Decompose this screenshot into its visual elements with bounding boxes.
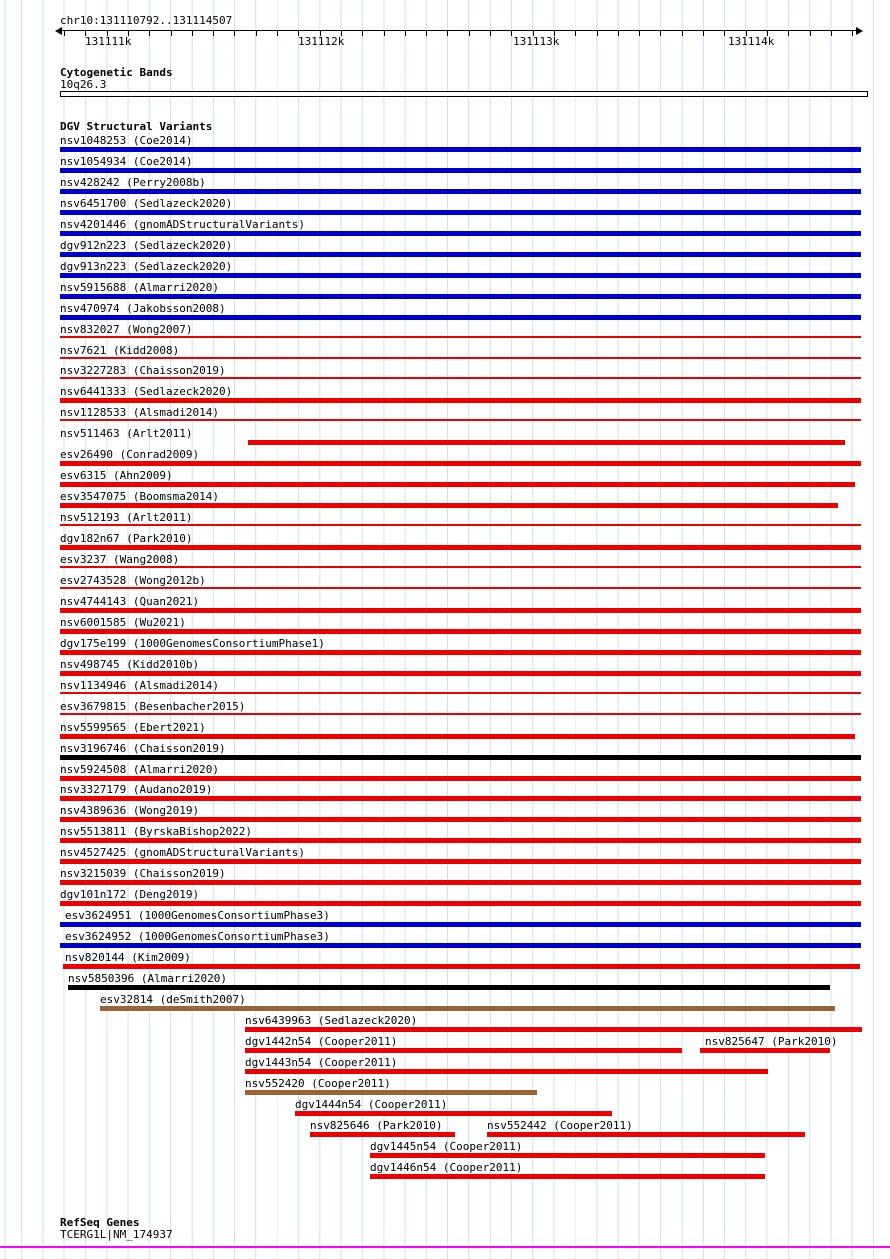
variant-label[interactable]: esv3624951 (1000GenomesConsortiumPhase3)	[65, 909, 330, 923]
variant-bar[interactable]	[245, 1048, 682, 1053]
variant-row	[0, 743, 890, 764]
variant-label[interactable]: nsv3327179 (Audano2019)	[60, 783, 213, 797]
variant-bar[interactable]	[60, 776, 861, 781]
variant-label[interactable]: esv3624952 (1000GenomesConsortiumPhase3)	[65, 930, 330, 944]
cytoband-track[interactable]	[60, 91, 868, 97]
variant-bar[interactable]	[60, 713, 861, 715]
ruler-tick	[149, 31, 150, 36]
variant-label[interactable]: nsv832027 (Wong2007)	[60, 322, 193, 336]
variant-bar[interactable]	[100, 1006, 835, 1011]
variant-label[interactable]: esv3237 (Wang2008)	[60, 553, 180, 566]
variant-row	[0, 386, 890, 407]
variant-bar[interactable]	[60, 482, 855, 487]
cytoband-name: 10q26.3	[60, 78, 107, 91]
variant-bar[interactable]	[60, 231, 861, 236]
refseq-gene-line[interactable]	[0, 1246, 890, 1248]
variant-row	[0, 365, 890, 386]
variant-label[interactable]: nsv498745 (Kidd2010b)	[60, 657, 200, 671]
variant-row	[0, 135, 890, 156]
variant-label[interactable]: dgv1444n54 (Cooper2011)	[295, 1097, 448, 1111]
variant-bar[interactable]	[60, 692, 861, 694]
variant-label[interactable]: nsv552442 (Cooper2011)	[487, 1118, 633, 1132]
variant-row	[0, 701, 890, 722]
ruler-tick	[64, 31, 65, 36]
ruler-tick	[575, 31, 576, 36]
ruler-tick	[703, 31, 704, 36]
ruler-tick	[831, 31, 832, 36]
variant-label[interactable]: nsv428242 (Perry2008b)	[60, 175, 206, 189]
variant-row	[0, 889, 890, 910]
variant-row	[0, 722, 890, 743]
variant-label[interactable]: nsv4744143 (Quan2021)	[60, 594, 200, 608]
variant-row	[0, 617, 890, 638]
variant-label[interactable]: dgv913n223 (Sedlazeck2020)	[60, 259, 233, 273]
variant-bar[interactable]	[60, 608, 861, 613]
variant-label[interactable]: dgv912n223 (Sedlazeck2020)	[60, 238, 233, 252]
variant-row	[0, 554, 890, 575]
ruler-tick-label: 131112k	[298, 35, 345, 48]
variant-bar[interactable]	[60, 419, 861, 421]
variant-bar[interactable]	[60, 629, 861, 634]
variant-row	[0, 198, 890, 219]
variant-label[interactable]: nsv5850396 (Almarri2020)	[68, 972, 227, 985]
ruler-tick	[405, 31, 406, 36]
variant-label[interactable]: nsv1134946 (Alsmadi2014)	[60, 678, 219, 692]
variant-row	[0, 596, 890, 617]
variant-row	[0, 512, 890, 533]
variant-row	[0, 994, 890, 1015]
variant-bar[interactable]	[295, 1111, 612, 1116]
variant-label[interactable]: nsv820144 (Kim2009)	[65, 951, 191, 965]
variant-row	[0, 261, 890, 282]
variant-label[interactable]: dgv182n67 (Park2010)	[60, 532, 193, 546]
variant-bar[interactable]	[60, 922, 861, 927]
variant-bar[interactable]	[245, 1027, 862, 1032]
ruler-tick	[171, 31, 172, 36]
variant-row	[0, 805, 890, 826]
ruler-tick	[384, 31, 385, 36]
variant-bar[interactable]	[60, 566, 861, 568]
variant-label[interactable]: dgv1445n54 (Cooper2011)	[370, 1139, 523, 1153]
variant-bar[interactable]	[60, 189, 861, 194]
variant-bar[interactable]	[60, 796, 861, 801]
variant-row	[0, 282, 890, 303]
variant-row	[0, 1141, 890, 1162]
ruler-tick	[597, 31, 598, 36]
variant-row	[0, 1099, 890, 1120]
variant-label[interactable]: esv26490 (Conrad2009)	[60, 448, 200, 462]
variant-row	[0, 910, 890, 931]
ruler-tick	[618, 31, 619, 36]
variant-row	[0, 638, 890, 659]
ruler-tick	[362, 31, 363, 36]
variant-bar[interactable]	[68, 985, 830, 990]
variant-row	[0, 784, 890, 805]
ruler-tick	[682, 31, 683, 36]
variant-bar[interactable]	[487, 1132, 805, 1137]
variant-label[interactable]: nsv4201446 (gnomADStructuralVariants)	[60, 217, 306, 231]
variant-label[interactable]: nsv6001585 (Wu2021)	[60, 615, 186, 629]
variant-row	[0, 1120, 890, 1141]
variant-bar[interactable]	[370, 1153, 765, 1158]
variant-row	[0, 219, 890, 240]
variant-bar[interactable]	[60, 859, 861, 864]
variant-row	[0, 407, 890, 428]
variant-bar[interactable]	[60, 315, 861, 320]
ruler-tick-label: 131113k	[513, 35, 560, 48]
variant-bar[interactable]	[60, 880, 861, 885]
variant-row	[0, 240, 890, 261]
variant-row	[0, 973, 890, 994]
variant-bar[interactable]	[60, 901, 861, 906]
variant-bar[interactable]	[60, 398, 861, 403]
variant-bar[interactable]	[248, 440, 845, 445]
variant-label[interactable]: dgv101n172 (Deng2019)	[60, 888, 200, 902]
variant-bar[interactable]	[245, 1090, 537, 1095]
variant-row	[0, 847, 890, 868]
variant-label[interactable]: esv2743528 (Wong2012b)	[60, 573, 206, 587]
variant-row	[0, 1078, 890, 1099]
variant-label[interactable]: dgv1442n54 (Cooper2011)	[245, 1034, 398, 1048]
variant-label[interactable]: esv3679815 (Besenbacher2015)	[60, 699, 246, 713]
ruler-tick	[810, 31, 811, 36]
variant-bar[interactable]	[60, 210, 861, 215]
variant-label[interactable]: nsv4389636 (Wong2019)	[60, 804, 200, 818]
variant-label[interactable]: nsv1048253 (Coe2014)	[60, 134, 193, 147]
ruler-tick	[490, 31, 491, 36]
variant-label[interactable]: nsv5915688 (Almarri2020)	[60, 280, 219, 294]
variant-row	[0, 764, 890, 785]
ruler-tick-label: 131114k	[728, 35, 775, 48]
dgv-title: DGV Structural Variants	[60, 120, 213, 133]
variant-bar[interactable]	[60, 252, 861, 257]
ruler-tick	[639, 31, 640, 36]
variant-label[interactable]: nsv5599565 (Ebert2021)	[60, 720, 206, 734]
refseq-gene-label[interactable]: TCERG1L|NM_174937	[60, 1228, 173, 1241]
variant-bar[interactable]	[60, 545, 861, 550]
variant-bar[interactable]	[60, 461, 861, 466]
ruler-tick	[213, 31, 214, 36]
variant-bar[interactable]	[60, 838, 861, 843]
variant-bar[interactable]	[60, 377, 861, 379]
ruler-tick	[256, 31, 257, 36]
variant-bar[interactable]	[60, 943, 861, 948]
ruler-tick	[469, 31, 470, 36]
variant-bar[interactable]	[60, 147, 861, 152]
ruler-tick-label: 131111k	[85, 35, 132, 48]
variant-label[interactable]: nsv825646 (Park2010)	[310, 1118, 443, 1132]
variant-row	[0, 428, 890, 449]
variant-bar[interactable]	[60, 734, 855, 739]
ruler-tick	[660, 31, 661, 36]
variant-label[interactable]: nsv3215039 (Chaisson2019)	[60, 867, 226, 881]
variant-bar[interactable]	[60, 336, 861, 338]
variant-bar[interactable]	[60, 524, 861, 526]
ruler-tick	[447, 31, 448, 36]
variant-row	[0, 1162, 890, 1183]
variant-bar[interactable]	[60, 294, 861, 299]
variant-label[interactable]: esv3547075 (Boomsma2014)	[60, 490, 219, 504]
variant-label[interactable]: nsv6441333 (Sedlazeck2020)	[60, 385, 233, 399]
variant-bar[interactable]	[60, 817, 861, 822]
variant-label[interactable]: esv32814 (deSmith2007)	[100, 992, 246, 1006]
ruler-tick	[724, 31, 725, 36]
ruler-tick	[852, 31, 853, 36]
variant-bar[interactable]	[60, 503, 838, 508]
variant-bar[interactable]	[310, 1132, 455, 1137]
variant-label[interactable]: nsv7621 (Kidd2008)	[60, 343, 180, 357]
variant-row	[0, 324, 890, 345]
variant-row	[0, 345, 890, 366]
variant-label[interactable]: nsv6439963 (Sedlazeck2020)	[245, 1013, 418, 1027]
variant-row	[0, 659, 890, 680]
variant-bar[interactable]	[370, 1174, 765, 1179]
cytobands-title: Cytogenetic Bands	[60, 66, 173, 79]
variant-label[interactable]: esv6315 (Ahn2009)	[60, 469, 173, 483]
variant-label[interactable]: nsv511463 (Arlt2011)	[60, 427, 193, 441]
variant-row	[0, 449, 890, 470]
variant-row	[0, 826, 890, 847]
variant-label[interactable]: nsv4527425 (gnomADStructuralVariants)	[60, 846, 306, 860]
variant-row	[0, 177, 890, 198]
ruler-tick	[192, 31, 193, 36]
region-coordinates: chr10:131110792..131114507	[60, 14, 233, 27]
variant-label[interactable]: nsv5924508 (Almarri2020)	[60, 762, 219, 776]
variant-label[interactable]: dgv1446n54 (Cooper2011)	[370, 1160, 523, 1174]
variant-bar[interactable]	[63, 964, 860, 969]
variant-row	[0, 575, 890, 596]
variant-row	[0, 491, 890, 512]
variant-label[interactable]: nsv512193 (Arlt2011)	[60, 511, 193, 525]
variant-bar[interactable]	[700, 1048, 830, 1053]
variant-label[interactable]: dgv1443n54 (Cooper2011)	[245, 1055, 398, 1069]
ruler-tick	[426, 31, 427, 36]
variant-row	[0, 156, 890, 177]
ruler-tick	[277, 31, 278, 36]
variant-row	[0, 680, 890, 701]
variant-label[interactable]: nsv470974 (Jakobsson2008)	[60, 301, 226, 315]
variant-bar[interactable]	[60, 671, 861, 676]
ruler-tick	[234, 31, 235, 36]
variant-row	[0, 533, 890, 554]
variant-label[interactable]: nsv5513811 (ByrskaBishop2022)	[60, 825, 253, 839]
variant-bar[interactable]	[60, 755, 861, 760]
ruler-right-arrow-icon	[856, 27, 863, 35]
variant-bar[interactable]	[60, 650, 861, 655]
variant-row	[0, 1015, 890, 1036]
variant-label[interactable]: nsv6451700 (Sedlazeck2020)	[60, 196, 233, 210]
variant-label[interactable]: dgv175e199 (1000GenomesConsortiumPhase1)	[60, 636, 325, 650]
variant-label[interactable]: nsv3227283 (Chaisson2019)	[60, 364, 226, 378]
variant-label[interactable]: nsv1054934 (Coe2014)	[60, 154, 193, 168]
variant-bar[interactable]	[60, 273, 861, 278]
refseq-title: RefSeq Genes	[60, 1216, 140, 1229]
variant-label[interactable]: nsv825647 (Park2010)	[705, 1034, 838, 1048]
ruler-line	[62, 30, 856, 31]
variant-row	[0, 931, 890, 952]
variant-row	[0, 1036, 890, 1057]
ruler-tick	[788, 31, 789, 36]
variant-bar[interactable]	[60, 357, 861, 359]
variant-row	[0, 303, 890, 324]
ruler-left-arrow-icon	[55, 27, 62, 35]
variant-label[interactable]: nsv3196746 (Chaisson2019)	[60, 741, 226, 755]
variant-label[interactable]: nsv1128533 (Alsmadi2014)	[60, 406, 219, 420]
variant-row	[0, 1057, 890, 1078]
variant-label[interactable]: nsv552420 (Cooper2011)	[245, 1076, 391, 1090]
variant-row	[0, 868, 890, 889]
variant-row	[0, 952, 890, 973]
variant-bar[interactable]	[245, 1069, 768, 1074]
variant-row	[0, 470, 890, 491]
variant-bar[interactable]	[60, 587, 861, 589]
variant-bar[interactable]	[60, 168, 861, 173]
